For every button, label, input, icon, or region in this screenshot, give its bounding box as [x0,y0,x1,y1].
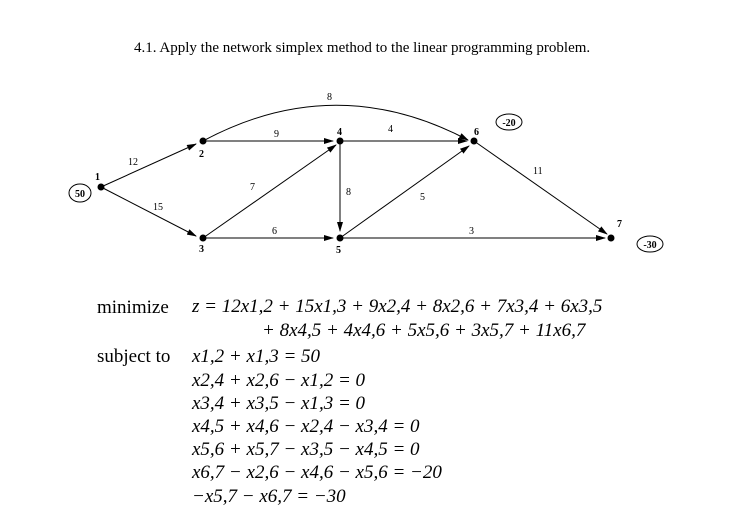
constraint-7: −x5,7 − x6,7 = −30 [192,486,346,507]
arc-6-7-cost: 11 [533,166,543,177]
arc-1-3 [101,187,196,236]
arc-4-5-cost: 8 [346,187,351,198]
constraint-3: x3,4 + x3,5 − x1,3 = 0 [192,393,366,414]
node-1-label: 1 [95,172,100,183]
node-5-label: 5 [336,245,341,256]
node-7-label: 7 [617,219,622,230]
node-4-label: 4 [337,127,342,138]
demand-node-6-value: -20 [502,118,516,129]
arc-1-2-cost: 12 [128,157,138,168]
node-6 [471,138,478,145]
subject-to-label: subject to [97,346,171,367]
node-3-label: 3 [199,244,204,255]
arc-2-4-cost: 9 [274,129,279,140]
arc-4-6-cost: 4 [388,124,393,135]
arc-3-4-cost: 7 [250,182,255,193]
constraint-4: x4,5 + x4,6 − x2,4 − x3,4 = 0 [192,416,420,437]
arc-2-6 [203,105,468,141]
arc-1-2 [101,144,196,187]
minimize-label: minimize [97,297,169,318]
arc-3-5-cost: 6 [272,226,277,237]
node-1 [98,184,105,191]
constraint-1: x1,2 + x1,3 = 50 [192,346,321,367]
constraint-2: x2,4 + x2,6 − x1,2 = 0 [192,370,366,391]
objective-line-2: + 8x4,5 + 4x4,6 + 5x5,6 + 3x5,7 + 11x6,7 [262,320,586,341]
arc-3-4 [203,145,336,238]
node-3 [200,235,207,242]
objective-line-1: z = 12x1,2 + 15x1,3 + 9x2,4 + 8x2,6 + 7x3,4 + 6x3,5 [192,296,603,317]
demand-node-7-value: -30 [643,240,657,251]
node-2-label: 2 [199,149,204,160]
supply-node-1-value: 50 [75,189,85,200]
problem-title: 4.1. Apply the network simplex method to the linear programming problem. [134,40,591,56]
arc-5-6-cost: 5 [420,192,425,203]
arc-2-6-cost: 8 [327,92,332,103]
arc-5-7-cost: 3 [469,226,474,237]
node-2 [200,138,207,145]
node-7 [608,235,615,242]
arc-5-6 [340,146,469,238]
arc-1-3-cost: 15 [153,202,163,213]
node-5 [337,235,344,242]
node-4 [337,138,344,145]
constraint-5: x5,6 + x5,7 − x3,5 − x4,5 = 0 [192,439,420,460]
constraint-6: x6,7 − x2,6 − x4,6 − x5,6 = −20 [192,462,442,483]
node-6-label: 6 [474,127,479,138]
arc-6-7 [474,141,607,234]
